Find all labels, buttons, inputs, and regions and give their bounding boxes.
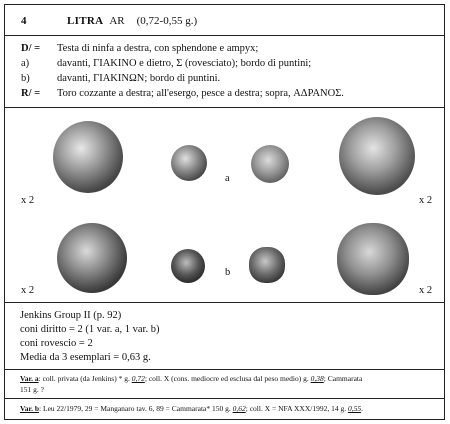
row-a-label: a: [225, 173, 230, 184]
entry-title: [67, 15, 197, 27]
coin-obverse-a: [171, 145, 207, 181]
entry-number: 4: [21, 15, 27, 27]
coin-reverse-a-enlarged: [339, 117, 415, 195]
variant-b-label: Var. b: [20, 404, 40, 413]
legend-text: davanti, ΓΙΑΚΙΝΟ e dietro, Σ (rovesciato); bordo di puntini;: [57, 58, 312, 69]
coin-obverse-a-enlarged: [53, 121, 123, 193]
coin-reverse-b: [249, 247, 285, 283]
coin-reverse-b-enlarged: [337, 223, 409, 295]
divider: [5, 369, 444, 370]
legend-key: D/ =: [21, 43, 41, 54]
legend-text: Testa di ninfa a destra, con sphendone e ampyx;: [57, 43, 259, 54]
legend-key: a): [21, 58, 30, 69]
divider: [5, 35, 444, 36]
enlargement-label: x 2: [21, 195, 35, 206]
coin-reverse-a: [251, 145, 289, 183]
coin-obverse-b: [171, 249, 205, 283]
legend-key: b): [21, 73, 30, 84]
divider: [5, 398, 444, 399]
legend-text: davanti, ΓΙΑΚΙΝΩΝ; bordo di puntini.: [57, 73, 221, 84]
variant-a-label: Var. a: [20, 374, 39, 383]
legend-text: Toro cozzante a destra; all'esergo, pesce a destra; sopra, ΑΔΡΑΝΟΣ.: [57, 88, 344, 99]
denomination: LITRA: [67, 15, 104, 27]
catalog-entry-frame: 4 LITRA AR (0,72-0,55 g.) D/ = Testa di ninfa a destra, con sphendone e ampyx; a) davanti, ΓΙΑΚΙΝΟ e dietro, Σ (rovesciato); bordo di puntini; b) davanti, ΓΙΑΚΙΝΩΝ; bordo di puntini. R/ = Toro cozzante a destra; all'esergo, pesce a destra; sopra, ΑΔΡΑΝΟΣ. a x 2 x 2 b x 2 x 2 Jenkins Group II (p. 92) coni diritto = 2 (1 var. a, 1 var. b) coni rovescio = 2 Media da 3 esemplari = 0,63 g. Var. a: coll. privata (da Jenkins) * g. 0,72; coll. X (cons. mediocre ed esclusa dal peso medio) g. 0,38; Cammarata 151 g. ? Var. b: Leu 22/1979, 29 = Manganaro tav. 6, 89 = Cammarata* 150 g. 0,62; coll. X = NFA XXX/1992, 14 g. 0,55.: [4, 4, 445, 420]
row-b-label: b: [225, 267, 231, 278]
legend-key: R/ =: [21, 88, 41, 99]
metal: AR: [109, 15, 125, 27]
enlargement-label: x 2: [419, 195, 433, 206]
divider: [5, 107, 444, 108]
weight-range: (0,72-0,55 g.): [136, 15, 198, 27]
enlargement-label: x 2: [419, 285, 433, 296]
divider: [5, 302, 444, 303]
enlargement-label: x 2: [21, 285, 35, 296]
coin-obverse-b-enlarged: [57, 223, 127, 293]
